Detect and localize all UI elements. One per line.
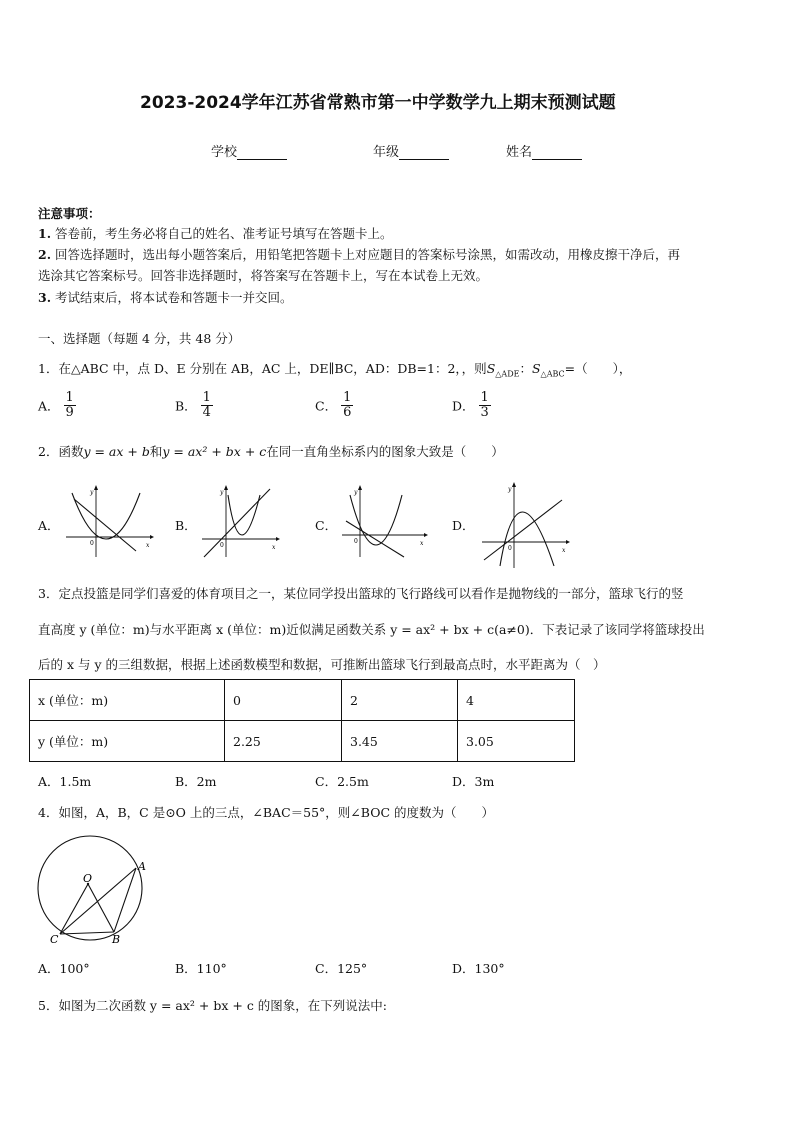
fraction	[201, 391, 213, 420]
x-axis-label: x	[146, 542, 150, 549]
table-cell: 3.05	[458, 721, 575, 762]
q1-option-b[interactable]	[175, 391, 213, 420]
x-axis-label: x	[420, 540, 424, 547]
notes-item	[38, 245, 680, 263]
school-field	[211, 141, 287, 160]
q1-area-a: S	[486, 361, 496, 376]
point-b-label: B	[112, 933, 121, 946]
table-cell: x (单位：m)	[30, 680, 225, 721]
question-3-line-3: 后的 x 与 y 的三组数据，根据上述函数模型和数据，可推断出篮球飞行到最高点时，水平距离为（ ）	[38, 657, 606, 672]
school-blank[interactable]	[237, 147, 287, 160]
name-blank[interactable]	[532, 147, 582, 160]
q3-option-d[interactable]: D．3m	[452, 774, 495, 789]
y-axis-label: y	[220, 489, 224, 496]
question-4-stem: 4．如图，A，B，C 是⊙O 上的三点，∠BAC＝55°，则∠BOC 的度数为（ ）	[38, 805, 494, 820]
notes-item-num: 3.	[38, 290, 52, 305]
q2-option-b-label[interactable]: B．	[175, 518, 197, 533]
origin-label: 0	[508, 545, 512, 552]
q4-option-c[interactable]: C．125°	[315, 961, 368, 976]
fraction-denominator: 6	[343, 405, 352, 420]
table-row	[30, 721, 575, 762]
fraction-numerator: 1	[343, 390, 352, 405]
option-label: A．	[38, 398, 60, 414]
q1-option-a[interactable]	[38, 391, 76, 420]
y-axis-label: y	[354, 489, 358, 496]
q1-colon: ：	[519, 361, 532, 376]
notes-item	[38, 266, 488, 284]
q2-graph-a	[62, 485, 154, 560]
grade-label: 年级	[373, 145, 400, 160]
table-cell: 0	[225, 680, 342, 721]
grade-field	[373, 141, 449, 160]
option-label: B．	[175, 398, 197, 414]
question-5-stem: 5．如图为二次函数 y = ax² + bx + c 的图象，在下列说法中:	[38, 998, 387, 1013]
q3-data-table	[29, 679, 575, 762]
fraction-numerator: 1	[480, 390, 489, 405]
fraction-denominator: 4	[202, 405, 211, 420]
point-o-label: O	[83, 872, 93, 885]
table-cell: y (单位：m)	[30, 721, 225, 762]
notes-item-text: 答卷前，考生务必将自己的姓名、准考证号填写在答题卡上。	[55, 226, 393, 241]
q1-tail: =（ ），	[564, 361, 632, 376]
q4-option-d[interactable]: D．130°	[452, 961, 505, 976]
point-a-label: A	[138, 860, 146, 873]
section-heading: 一、选择题（每题 4 分，共 48 分）	[38, 331, 241, 346]
fraction-denominator: 3	[480, 405, 489, 420]
table-cell: 2	[342, 680, 458, 721]
notes-heading: 注意事项：	[38, 206, 101, 221]
y-axis-label: y	[508, 486, 512, 493]
q1-option-c[interactable]	[315, 391, 353, 420]
name-field	[506, 141, 582, 160]
x-axis-label: x	[272, 544, 276, 551]
question-3-line-1: 3．定点投篮是同学们喜爱的体育项目之一，某位同学投出篮球的飞行路线可以看作是抛物线的一部分，篮球飞行的竖	[38, 586, 684, 601]
table-cell: 2.25	[225, 721, 342, 762]
y-axis-label: y	[90, 489, 94, 496]
origin-label: 0	[354, 538, 358, 545]
notes-item-text: 考试结束后，将本试卷和答题卡一并交回。	[55, 290, 293, 305]
option-label: C．	[315, 398, 338, 414]
q2-option-c-label[interactable]: C．	[315, 518, 338, 533]
notes-item-text: 选涂其它答案标号。回答非选择题时，将答案写在答题卡上，写在本试卷上无效。	[38, 268, 489, 283]
q2-and: 和	[149, 444, 163, 459]
notes-item	[38, 224, 393, 242]
origin-label: 0	[220, 542, 224, 549]
fraction	[479, 391, 491, 420]
name-label: 姓名	[506, 145, 533, 160]
q3-option-a[interactable]: A．1.5m	[38, 774, 92, 789]
notes-item	[38, 288, 293, 306]
school-label: 学校	[211, 145, 238, 160]
q1-option-d[interactable]	[452, 391, 491, 420]
notes-item-num: 2.	[38, 247, 52, 262]
table-cell: 4	[458, 680, 575, 721]
origin-label: 0	[90, 540, 94, 547]
table-row	[30, 680, 575, 721]
q1-stem-text: 1．在△ABC 中，点 D、E 分别在 AB，AC 上，DE∥BC，AD：DB=1：2，，则	[38, 361, 487, 376]
q2-graph-d	[478, 480, 570, 570]
page-title: 2023-2024学年江苏省常熟市第一中学数学九上期末预测试题	[140, 93, 616, 113]
x-axis-label: x	[562, 547, 566, 554]
q3-option-c[interactable]: C．2.5m	[315, 774, 369, 789]
q1-area-b-sub: △ABC	[540, 369, 565, 379]
question-1-stem	[38, 359, 631, 379]
fraction	[341, 391, 353, 420]
notes-item-text: 回答选择题时，选出每小题答案后，用铅笔把答题卡上对应题目的答案标号涂黑，如需改动，用橡皮擦干净后，再	[55, 247, 681, 262]
q2-option-d-label[interactable]: D．	[452, 518, 475, 533]
table-cell: 3.45	[342, 721, 458, 762]
q2-formula-quadratic: y = ax² + bx + c	[162, 444, 267, 459]
fraction	[64, 391, 76, 420]
fraction-denominator: 9	[65, 405, 74, 420]
option-label: D．	[452, 398, 475, 414]
q2-option-a-label[interactable]: A．	[38, 518, 60, 533]
notes-item-num: 1.	[38, 226, 52, 241]
question-3-line-2: 直高度 y (单位：m)与水平距离 x (单位：m)近似满足函数关系 y = ax² + bx + c(a≠0)．下表记录了该同学将篮球投出	[38, 622, 705, 637]
q2-formula-linear: y = ax + b	[83, 444, 150, 459]
q1-area-b: S	[531, 361, 541, 376]
grade-blank[interactable]	[399, 147, 449, 160]
q4-option-a[interactable]: A．100°	[38, 961, 90, 976]
fraction-numerator: 1	[202, 390, 211, 405]
q1-area-a-sub: △ADE	[495, 369, 520, 379]
q2-graph-c	[338, 485, 428, 560]
q2-graph-b	[198, 485, 280, 560]
q4-circle-figure	[30, 828, 155, 948]
point-c-label: C	[50, 933, 59, 946]
q4-option-b[interactable]: B．110°	[175, 961, 227, 976]
q2-stem-a: 2．函数	[38, 444, 84, 459]
question-2-stem	[38, 442, 504, 460]
q3-option-b[interactable]: B．2m	[175, 774, 217, 789]
fraction-numerator: 1	[65, 390, 74, 405]
q2-stem-b: 在同一直角坐标系内的图象大致是（ ）	[266, 444, 504, 459]
